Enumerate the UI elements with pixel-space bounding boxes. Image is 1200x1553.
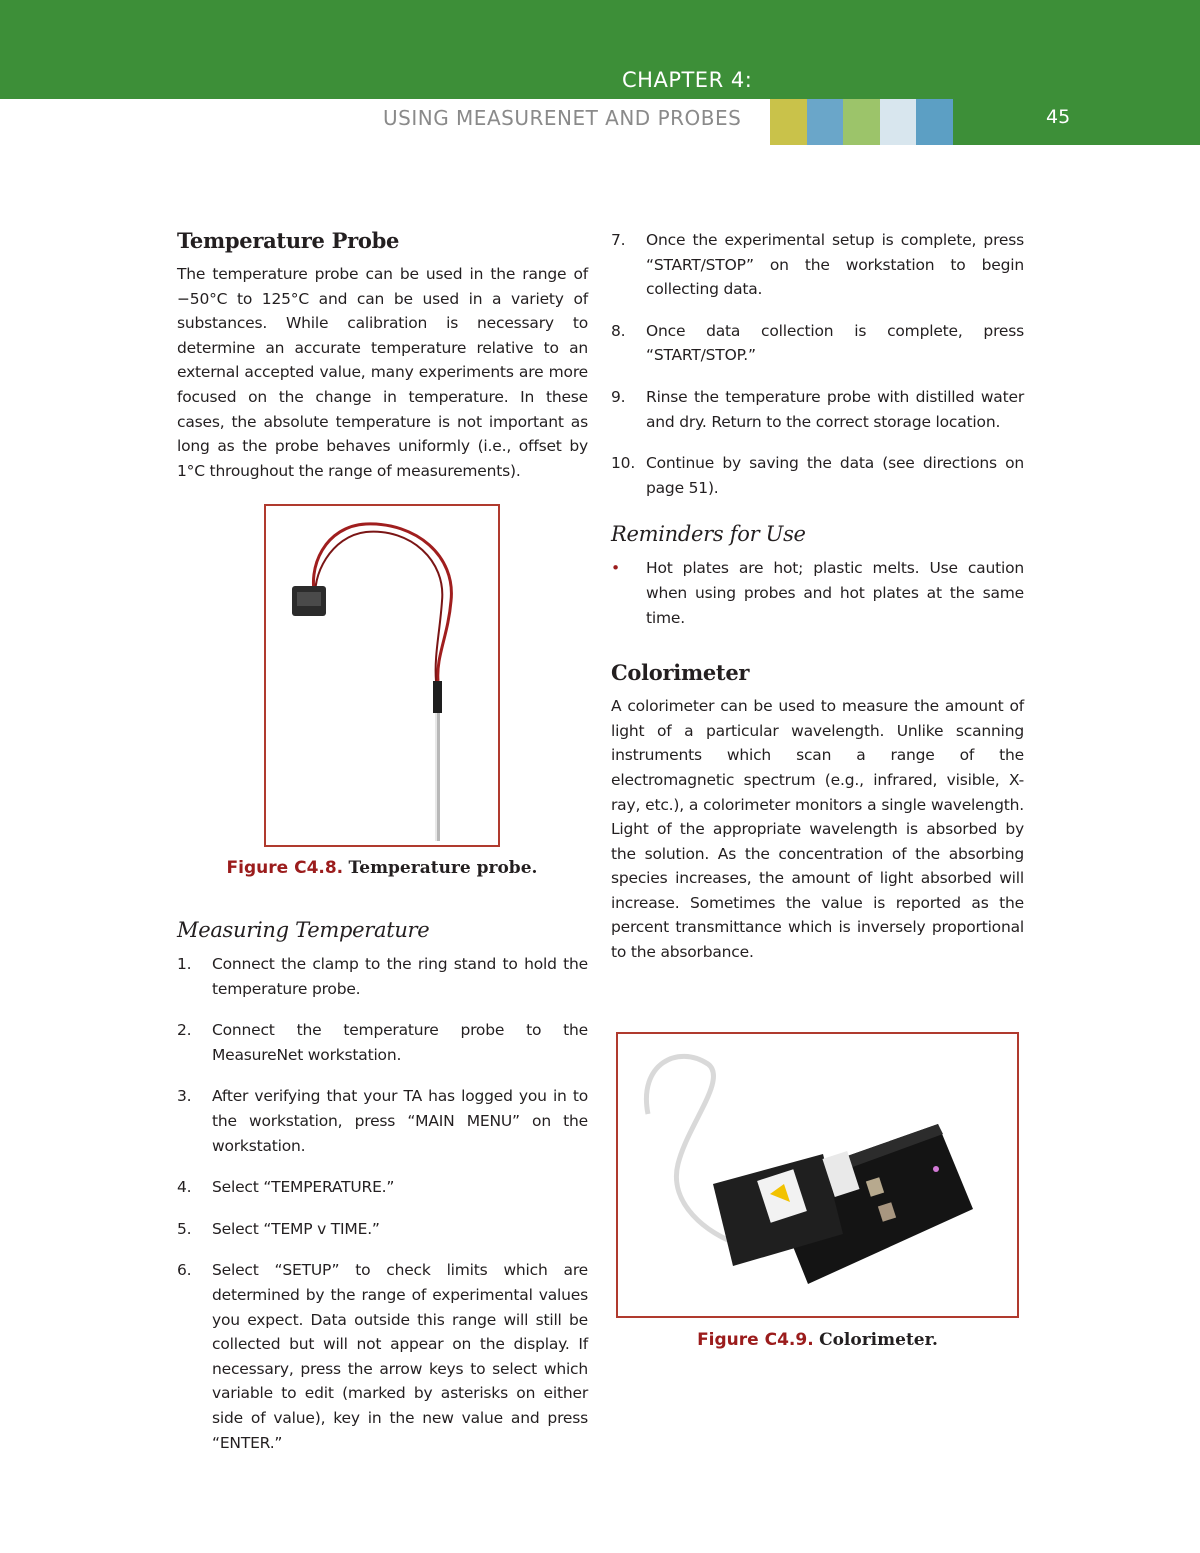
page-number: 45 bbox=[1046, 106, 1071, 128]
list-item: 6. Select “SETUP” to check limits which are determined by the range of experimental values you expect. Data outside this range will still be collected but will not appear on the display. If necessary, press the arrow keys to select which variable to edit (marked by asterisks on either side of value), key in the new value and press “ENTER.” bbox=[177, 1261, 588, 1452]
list-item: 8. Once data collection is complete, press “START/STOP.” bbox=[611, 321, 1024, 365]
figure-c4-9-caption bbox=[616, 1330, 1019, 1350]
colorimeter-image bbox=[618, 1034, 1017, 1316]
reminders-heading: Reminders for Use bbox=[611, 522, 806, 547]
header-band bbox=[0, 0, 1200, 99]
chapter-label: CHAPTER 4: bbox=[622, 68, 753, 92]
list-item: 7. Once the experimental setup is complete, press “START/STOP” on the workstation to begin collecting data. bbox=[611, 231, 1024, 299]
colorimeter-figure bbox=[616, 1032, 1019, 1318]
colorimeter-paragraph: A colorimeter can be used to measure the amount of light of a particular wavelength. Unlike scanning instruments which scan a range of the electromagnetic spectrum (e.g., infrared, visible, X-ray, etc.), a colorimeter monitors a single wavelength. Light of the appropriate wavelength is absorbed by the solution. As the concentration of the absorbing species increases, the amount of light absorbed will increase. Sometimes the value is reported as the percent transmittance which is inversely proportional to the absorbance. bbox=[611, 697, 1024, 962]
reminders-list bbox=[611, 556, 1024, 630]
list-item: • Hot plates are hot; plastic melts. Use caution when using probes and hot plates at the same time. bbox=[611, 559, 1024, 627]
temperature-probe-image bbox=[266, 506, 498, 845]
measuring-steps bbox=[177, 952, 588, 1455]
figure-c4-8-caption bbox=[200, 858, 564, 878]
left-column bbox=[177, 228, 588, 483]
header-photo-strip bbox=[770, 99, 953, 145]
measuring-temperature-section bbox=[177, 918, 588, 1472]
figure-c4-8-text: Temperature probe. bbox=[348, 858, 538, 878]
list-item: 1. Connect the clamp to the ring stand to hold the temperature probe. bbox=[177, 955, 588, 998]
list-item: 10. Continue by saving the data (see directions on page 51). bbox=[611, 454, 1024, 497]
measuring-temperature-heading: Measuring Temperature bbox=[177, 918, 430, 942]
temperature-probe-paragraph: The temperature probe can be used in the range of −50°C to 125°C and can be used in a variety of substances. While calibration is necessary to determine an accurate temperature relative to an external accepted value, many experiments are more focused on the change in temperature. In these cases, the absolute temperature is not important as long as the probe behaves uniformly (i.e., offset by 1°C throughout the range of measurements). bbox=[177, 265, 588, 480]
list-item: 4. Select “TEMPERATURE.” bbox=[177, 1178, 395, 1197]
colorimeter-heading: Colorimeter bbox=[611, 660, 750, 686]
temperature-probe-heading: Temperature Probe bbox=[177, 228, 400, 253]
figure-c4-9-text: Colorimeter. bbox=[819, 1330, 938, 1350]
page-number-band bbox=[953, 99, 1200, 145]
temperature-probe-figure bbox=[264, 504, 500, 847]
measuring-steps-continued bbox=[611, 228, 1024, 500]
list-item: 9. Rinse the temperature probe with distilled water and dry. Return to the correct storage location. bbox=[611, 387, 1024, 431]
figure-c4-9-label: Figure C4.9. bbox=[697, 1330, 814, 1350]
chapter-subtitle: USING MEASURENET AND PROBES bbox=[383, 106, 742, 130]
list-item: 2. Connect the temperature probe to the MeasureNet workstation. bbox=[177, 1021, 588, 1064]
figure-c4-8-label: Figure C4.8. bbox=[226, 858, 344, 878]
list-item: 3. After verifying that your TA has logged you in to the workstation, press “MAIN MENU” on the workstation. bbox=[177, 1087, 588, 1155]
list-item: 5. Select “TEMP v TIME.” bbox=[177, 1219, 380, 1238]
right-column bbox=[611, 228, 1024, 965]
